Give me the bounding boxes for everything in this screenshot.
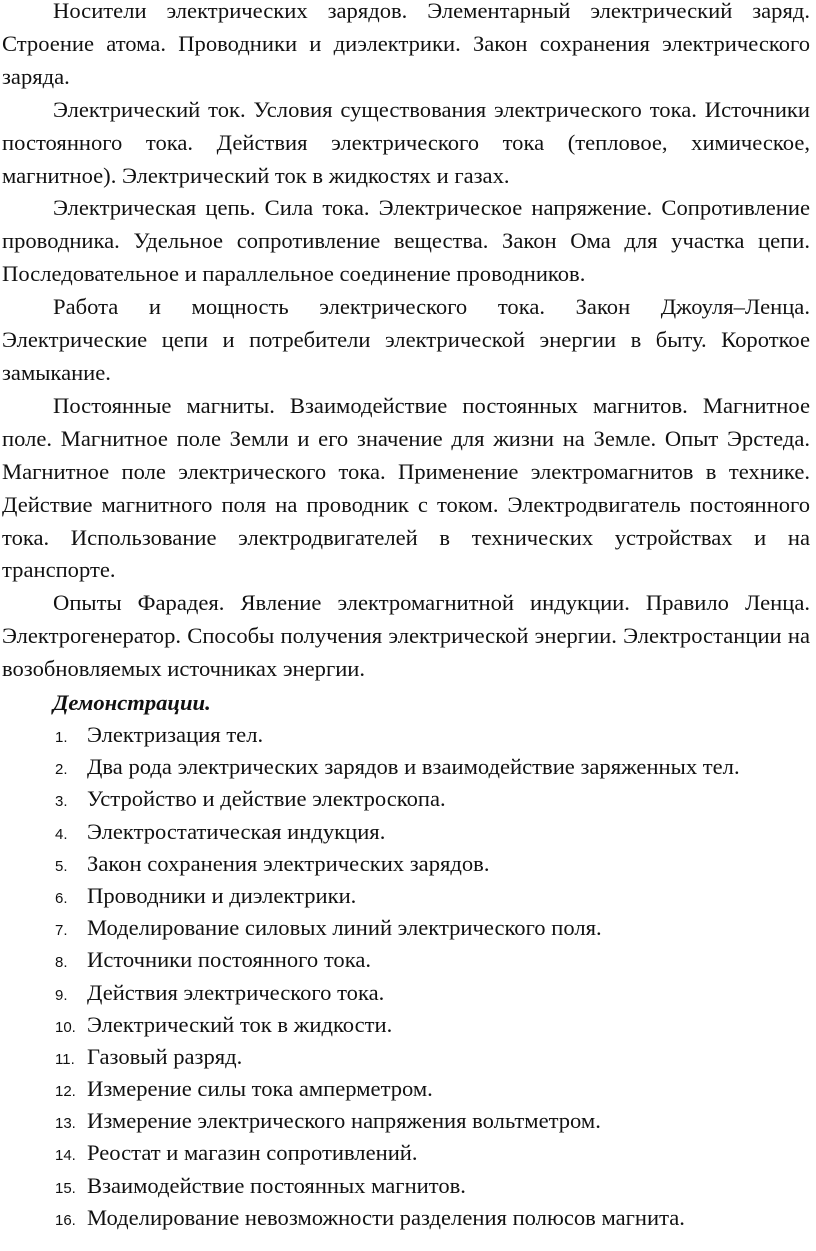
- list-item-number: 15.: [55, 1179, 76, 1197]
- list-item: [2, 1202, 810, 1234]
- list-item-number: 5.: [55, 857, 68, 875]
- demonstrations-heading: Демонстрации.: [53, 690, 211, 716]
- list-item: [2, 751, 810, 783]
- list-item: [2, 1137, 810, 1169]
- list-item-text: Измерение электрического напряжения вольтметром.: [87, 1108, 601, 1134]
- list-item: [2, 1041, 810, 1073]
- list-item: [2, 912, 810, 944]
- paragraph-work-and-power: Работа и мощность электрического тока. Закон Джоуля–Ленца. Электрические цепи и потребители электрической энергии в быту. Короткое замыкание.: [2, 294, 810, 385]
- list-item-text: Проводники и диэлектрики.: [87, 882, 357, 908]
- list-item-number: 16.: [55, 1211, 76, 1229]
- list-item-number: 12.: [55, 1083, 76, 1101]
- list-item-number: 9.: [55, 986, 68, 1004]
- list-item-number: 11.: [55, 1050, 75, 1068]
- paragraph-electric-current: Электрический ток. Условия существования электрического тока. Источники постоянного тока. Действия электрического тока (тепловое, химическое, магнитное). Электрический ток в жидкостях и газах.: [2, 96, 810, 188]
- list-item: [2, 816, 810, 848]
- list-item-number: 8.: [55, 954, 68, 972]
- list-item-text: Моделирование силовых линий электрического поля.: [87, 915, 602, 941]
- list-item: [2, 880, 810, 912]
- list-item: [2, 1073, 810, 1105]
- list-item-text: Газовый разряд.: [87, 1043, 243, 1069]
- list-item-text: Электростатическая индукция.: [87, 818, 386, 844]
- list-item-text: Электрический ток в жидкости.: [87, 1011, 393, 1037]
- list-item: [2, 944, 810, 976]
- list-item: [2, 1009, 810, 1041]
- list-item: [2, 848, 810, 880]
- list-item: [2, 719, 810, 751]
- paragraph-faraday-experiments: Опыты Фарадея. Явление электромагнитной индукции. Правило Ленца. Электрогенератор. Способы получения электрической энергии. Электростанции на возобновляемых источниках энергии.: [2, 590, 810, 682]
- list-item-text: Устройство и действие электроскопа.: [87, 786, 446, 812]
- paragraph-electric-charges: Носители электрических зарядов. Элементарный электрический заряд. Строение атома. Проводники и диэлектрики. Закон сохранения электрического заряда.: [2, 0, 810, 89]
- list-item-text: Закон сохранения электрических зарядов.: [87, 850, 490, 876]
- list-item-number: 3.: [55, 793, 68, 811]
- list-item-text: Два рода электрических зарядов и взаимодействие заряженных тел.: [87, 754, 740, 780]
- list-item-number: 10.: [55, 1018, 76, 1036]
- list-item-text: Электризация тел.: [87, 722, 264, 748]
- paragraph-magnets: Постоянные магниты. Взаимодействие постоянных магнитов. Магнитное поле. Магнитное поле Земли и его значение для жизни на Земле. Опыт Эрстеда. Магнитное поле электрического тока. Применение электромагнитов в технике. Действие магнитного поля на проводник с током. Электродвигатель постоянного тока. Использование электродвигателей в технических устройствах и на транспорте.: [2, 392, 810, 583]
- list-item-number: 6.: [55, 889, 68, 907]
- list-item: [2, 977, 810, 1009]
- list-item-text: Взаимодействие постоянных магнитов.: [87, 1172, 466, 1198]
- list-item-text: Моделирование невозможности разделения полюсов магнита.: [87, 1204, 685, 1230]
- list-item-text: Источники постоянного тока.: [87, 947, 372, 973]
- paragraph-electric-circuit: Электрическая цепь. Сила тока. Электрическое напряжение. Сопротивление проводника. Удельное сопротивление вещества. Закон Ома для участка цепи. Последовательное и параллельное соединение проводников.: [2, 195, 810, 287]
- list-item-number: 7.: [55, 922, 68, 940]
- list-item-text: Измерение силы тока амперметром.: [87, 1076, 433, 1102]
- list-item-number: 14.: [55, 1147, 76, 1165]
- list-item-number: 4.: [55, 825, 68, 843]
- list-item-number: 2.: [55, 761, 68, 779]
- list-item-number: 1.: [55, 729, 68, 747]
- demonstrations-list: [2, 719, 810, 1234]
- list-item: [2, 1170, 810, 1202]
- list-item: [2, 783, 810, 815]
- list-item-text: Действия электрического тока.: [87, 979, 385, 1005]
- list-item-text: Реостат и магазин сопротивлений.: [87, 1140, 418, 1166]
- list-item-number: 13.: [55, 1115, 76, 1133]
- list-item: [2, 1105, 810, 1137]
